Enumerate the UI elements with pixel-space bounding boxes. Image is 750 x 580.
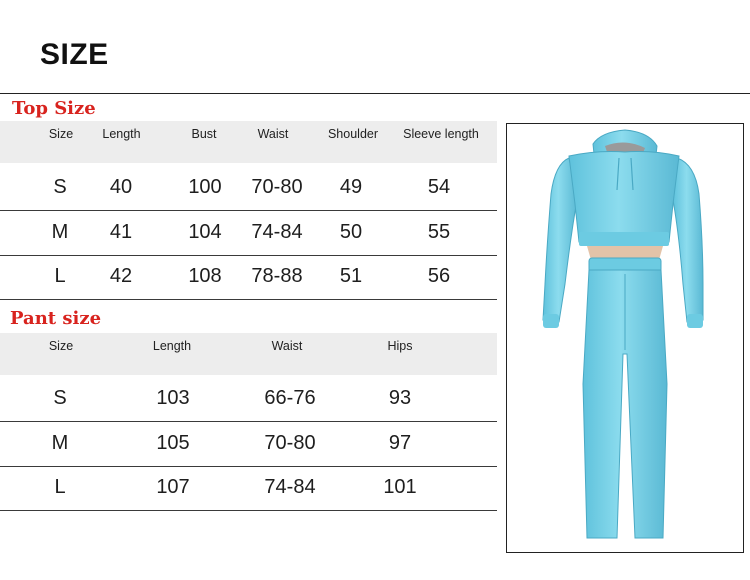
top-m-length: 41 [109, 221, 133, 243]
pant-s-waist: 66-76 [264, 387, 316, 409]
table-row [0, 166, 497, 211]
top-m-bust: 104 [188, 221, 222, 243]
top-s-waist: 70-80 [251, 176, 303, 198]
title-divider [0, 93, 750, 94]
top-col-size: Size [48, 127, 74, 141]
pant-size-heading: Pant size [10, 308, 102, 329]
top-l-waist: 78-88 [251, 265, 303, 287]
table-row [0, 211, 497, 256]
pant-col-waist: Waist [271, 339, 303, 353]
pant-l-length: 107 [156, 476, 190, 498]
table-row [0, 255, 497, 300]
hoodie-pants-illustration [507, 124, 743, 552]
table-row [0, 466, 497, 511]
top-s-sleeve: 54 [427, 176, 451, 198]
top-l-bust: 108 [188, 265, 222, 287]
pant-l-waist: 74-84 [264, 476, 316, 498]
top-col-sleeve-length: Sleeve length [403, 127, 479, 141]
top-s-length: 40 [109, 176, 133, 198]
top-s-bust: 100 [188, 176, 222, 198]
pant-m-length: 105 [156, 432, 190, 454]
top-s-size: S [53, 176, 67, 198]
table-row [0, 422, 497, 467]
pant-col-length: Length [152, 339, 192, 353]
top-m-size: M [51, 221, 69, 243]
top-size-heading: Top Size [12, 98, 96, 119]
top-size-header-row [0, 121, 497, 163]
pant-s-hips: 93 [388, 387, 412, 409]
table-row [0, 377, 497, 422]
top-m-shoulder: 50 [339, 221, 363, 243]
pant-s-size: S [53, 387, 67, 409]
pant-size-header-row [0, 333, 497, 375]
pant-m-size: M [51, 432, 69, 454]
pant-l-hips: 101 [383, 476, 417, 498]
top-col-bust: Bust [191, 127, 217, 141]
pant-col-hips: Hips [387, 339, 413, 353]
top-s-shoulder: 49 [339, 176, 363, 198]
top-l-length: 42 [109, 265, 133, 287]
pant-s-length: 103 [156, 387, 190, 409]
top-col-shoulder: Shoulder [327, 127, 379, 141]
pant-col-size: Size [48, 339, 74, 353]
page-title: SIZE [40, 38, 109, 71]
top-l-sleeve: 56 [427, 265, 451, 287]
top-l-shoulder: 51 [339, 265, 363, 287]
top-m-waist: 74-84 [251, 221, 303, 243]
top-col-waist: Waist [257, 127, 289, 141]
pant-l-size: L [54, 476, 66, 498]
top-m-sleeve: 55 [427, 221, 451, 243]
pant-m-waist: 70-80 [264, 432, 316, 454]
top-col-length: Length [102, 127, 141, 141]
top-l-size: L [54, 265, 66, 287]
product-image [506, 123, 744, 553]
pant-m-hips: 97 [388, 432, 412, 454]
